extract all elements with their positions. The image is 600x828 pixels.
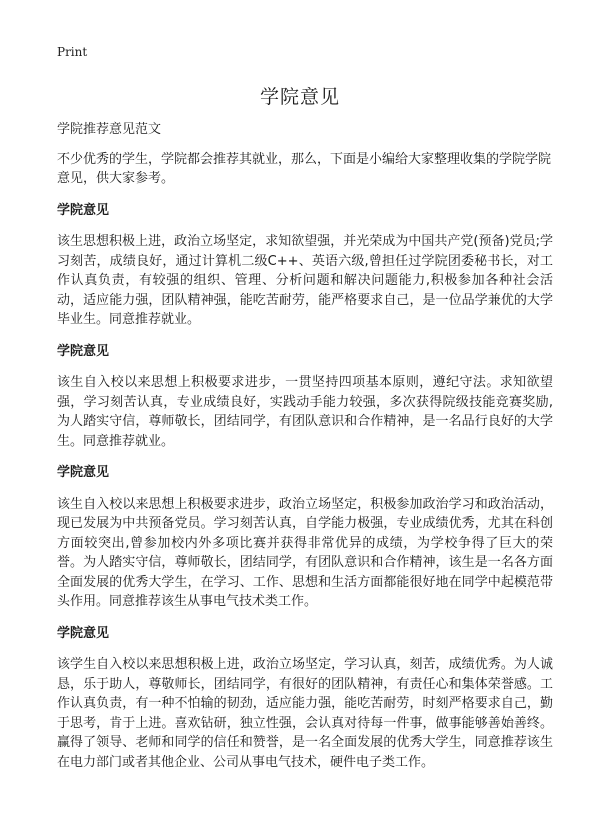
page-title: 学院意见 bbox=[259, 86, 340, 108]
opinion-section bbox=[57, 342, 553, 452]
opinion-section bbox=[57, 624, 553, 773]
section-heading: 学院意见 bbox=[57, 465, 110, 480]
section-body: 该生思想积极上进，政治立场坚定，求知欲望强，并光荣成为中国共产党(预备)党员;学习刻苦，成绩良好，通过计算机二级C++、英语六级,曾担任过学院团委秘书长，对工作认真负责，有较强的组织、管理、分析问题和解决问题能力,积极参加各种社会活动，适应能力强，团队精神强，能吃苦耐劳，能严格要求自己，是一位品学兼优的大学毕业生。同意推荐就业。 bbox=[57, 234, 553, 327]
section-heading: 学院意见 bbox=[57, 202, 110, 218]
document-content bbox=[57, 120, 553, 784]
intro-paragraph: 不少优秀的学生，学院都会推荐其就业，那么，下面是小编给大家整理收集的学院学院意见，供大家参考。 bbox=[57, 151, 552, 186]
opinion-section bbox=[57, 201, 553, 330]
opinion-section bbox=[57, 463, 553, 612]
section-body: 该生自入校以来思想上积极要求进步，一贯坚持四项基本原则，遵纪守法。求知欲望强，学习刻苦认真，专业成绩良好，实践动手能力较强，多次获得院级技能竞赛奖励,为人踏实守信，尊师敬长，团结同学，有团队意识和合作精神，是一名品行良好的大学生。同意推荐就业。 bbox=[57, 375, 553, 449]
section-heading: 学院意见 bbox=[57, 625, 110, 641]
document-subtitle: 学院推荐意见范文 bbox=[57, 122, 162, 137]
section-body: 该学生自入校以来思想积极上进，政治立场坚定，学习认真，刻苦，成绩优秀。为人诚恳，乐于助人，尊敬师长，团结同学，有很好的团队精神，有责任心和集体荣誉感。工作认真负责，有一种不怕输的韧劲，适应能力强，能吃苦耐劳，时刻严格要求自己，勤于思考，肯于上进。喜欢钻研，独立性强，会认真对待每一件事，做事能够善始善终。赢得了领导、老师和同学的信任和赞誉，是一名全面发展的优秀大学生，同意推荐该生在电力部门或者其他企业、公司从事电气技术，硬件电子类工作。 bbox=[57, 657, 553, 770]
section-body: 该生自入校以来思想上积极要求进步，政治立场坚定，积极参加政治学习和政治活动，现已发展为中共预备党员。学习刻苦认真，自学能力极强，专业成绩优秀，尤其在科创方面较突出,曾参加校内外多项比赛并获得非常优异的成绩，为学校争得了巨大的荣誉。为人踏实守信，尊师敬长，团结同学，有团队意识和合作精神，该生是一名各方面全面发展的优秀大学生，在学习、工作、思想和生活方面都能很好地在同学中起模范带头作用。同意推荐该生从事电气技术类工作。 bbox=[57, 496, 553, 609]
section-heading: 学院意见 bbox=[57, 343, 110, 359]
print-link[interactable]: Print bbox=[57, 45, 88, 59]
